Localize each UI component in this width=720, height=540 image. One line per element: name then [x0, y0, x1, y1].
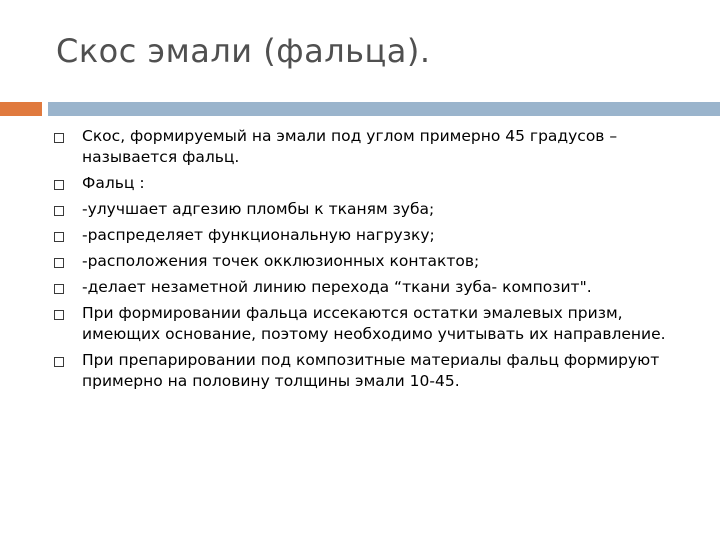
bullet-text: -распределяет функциональную нагрузку;: [82, 226, 435, 244]
list-item: [54, 303, 694, 345]
list-item: [54, 225, 694, 246]
list-item: [54, 173, 694, 194]
slide-title: Скос эмали (фальца).: [56, 32, 431, 70]
square-bullet-icon: [54, 133, 64, 143]
bullet-text: При формировании фальца иссекаются остатки эмалевых призм, имеющих основание, поэтому необходимо учитывать их направление.: [82, 304, 666, 343]
square-bullet-icon: [54, 357, 64, 367]
list-item: [54, 199, 694, 220]
bullet-text: При препарировании под композитные материалы фальц формируют примерно на половину толщины эмали 10-45.: [82, 351, 660, 390]
square-bullet-icon: [54, 258, 64, 268]
bullet-text: Фальц :: [82, 174, 145, 192]
divider-bar: [48, 102, 720, 116]
square-bullet-icon: [54, 206, 64, 216]
square-bullet-icon: [54, 284, 64, 294]
bullet-text: -расположения точек окклюзионных контактов;: [82, 252, 480, 270]
bullet-text: -делает незаметной линию перехода “ткани зуба- композит".: [82, 278, 592, 296]
list-item: [54, 251, 694, 272]
square-bullet-icon: [54, 180, 64, 190]
square-bullet-icon: [54, 310, 64, 320]
list-item: [54, 126, 694, 168]
square-bullet-icon: [54, 232, 64, 242]
list-item: [54, 350, 694, 392]
accent-bar: [0, 102, 42, 116]
bullet-text: -улучшает адгезию пломбы к тканям зуба;: [82, 200, 435, 218]
bullet-text: Скос, формируемый на эмали под углом примерно 45 градусов – называется фальц.: [82, 127, 618, 166]
bullet-list: [54, 126, 694, 397]
list-item: [54, 277, 694, 298]
